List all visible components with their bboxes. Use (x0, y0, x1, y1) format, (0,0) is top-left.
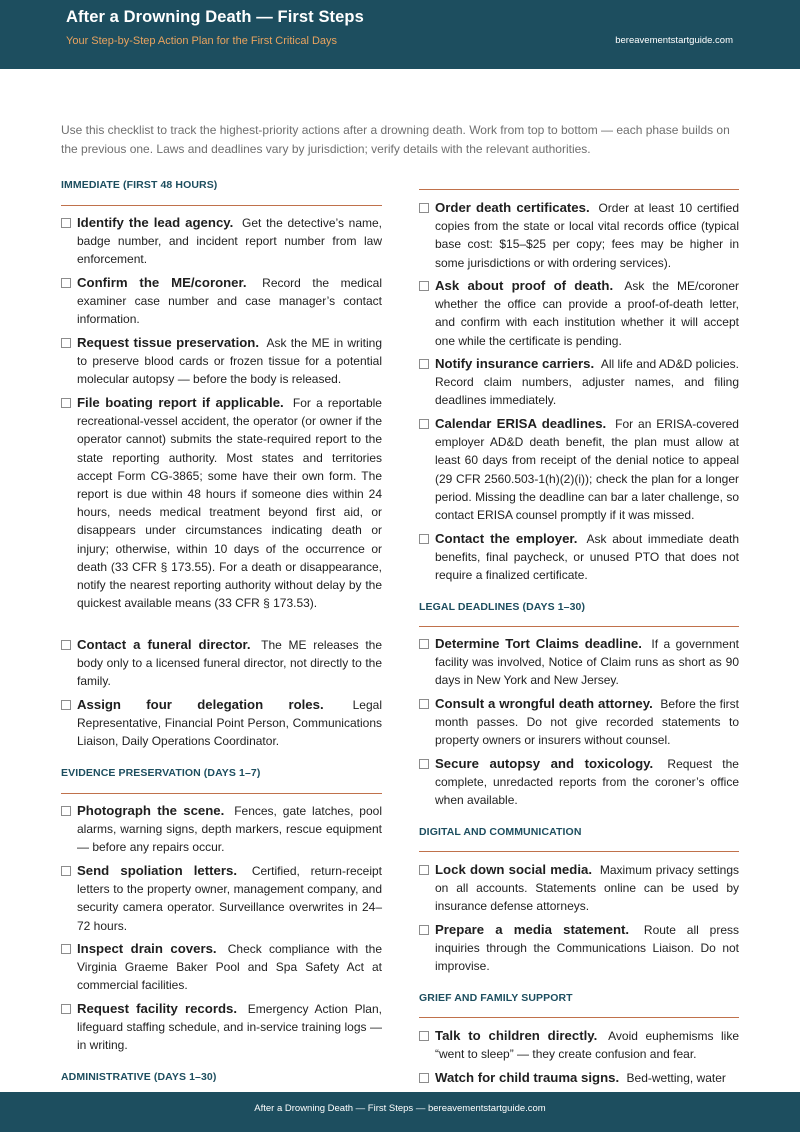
item-text: Ask about immediate death benefits, final paycheck, or unused PTO that does not require a finalized certificate. (435, 532, 739, 583)
checklist-item (61, 214, 382, 269)
checkbox[interactable] (61, 944, 71, 954)
item-title: Request tissue preservation. (77, 335, 260, 350)
item-text: Route all press inquiries through the Communications Liaison. Do not improvise. (435, 923, 739, 974)
item-title: Determine Tort Claims deadline. (435, 636, 642, 651)
section-divider (61, 793, 382, 794)
item-text: Request the complete, unredacted reports from the coroner’s office when available. (435, 757, 739, 808)
item-title: Consult a wrongful death attorney. (435, 696, 653, 711)
checklist-item (61, 394, 382, 612)
checklist-item (419, 530, 739, 585)
checklist-item (419, 755, 739, 810)
item-title: Photograph the scene. (77, 803, 225, 818)
item-text: Fences, gate latches, pool alarms, warning signs, depth markers, rescue equipment — before any repairs occur. (77, 804, 382, 855)
checklist-item (419, 199, 739, 272)
checkbox[interactable] (419, 925, 429, 935)
page-footer (0, 1092, 800, 1132)
item-text: If a government facility was involved, Notice of Claim runs as short as 90 days in New York and New Jersey. (435, 637, 739, 688)
item-title: Prepare a media statement. (435, 922, 630, 937)
checklist-item (419, 695, 739, 750)
checkbox[interactable] (61, 398, 71, 408)
checklist-item (419, 355, 739, 410)
site-url: bereavementstartguide.com (615, 35, 733, 46)
checkbox[interactable] (61, 218, 71, 228)
checklist-item (419, 277, 739, 350)
section-divider (419, 189, 739, 190)
item-text: Record the medical examiner case number and case manager’s contact information. (77, 276, 382, 327)
checkbox[interactable] (419, 865, 429, 875)
checklist-item (61, 636, 382, 691)
checkbox[interactable] (61, 278, 71, 288)
section-heading-grief: GRIEF AND FAMILY SUPPORT (419, 992, 573, 1004)
checkbox[interactable] (419, 639, 429, 649)
checklist-item (61, 334, 382, 389)
checklist-item (419, 921, 739, 976)
item-title: Lock down social media. (435, 862, 592, 877)
item-text: Bed-wetting, water (626, 1071, 726, 1085)
item-text: Avoid euphemisms like “went to sleep” — they create confusion and fear. (435, 1029, 739, 1062)
item-text: Get the detective’s name, badge number, and incident report number from law enforcement. (77, 216, 383, 267)
section-divider (419, 851, 739, 852)
item-title: Secure autopsy and toxicology. (435, 756, 654, 771)
item-text: Maximum privacy settings on all accounts. Statements online can be used by insurance defense attorneys. (435, 863, 739, 914)
intro-paragraph: Use this checklist to track the highest-priority actions after a drowning death. Work from top to bottom — each phase builds on the previous one. Laws and deadlines vary by jurisdiction; verify details with the relevant authorities. (61, 123, 730, 156)
item-text: All life and AD&D policies. Record claim numbers, adjuster names, and filing deadlines immediately. (435, 357, 739, 408)
checklist-item (61, 274, 382, 329)
checkbox[interactable] (61, 700, 71, 710)
item-title: Inspect drain covers. (77, 941, 217, 956)
checklist-item (419, 861, 739, 916)
section-heading-administrative: ADMINISTRATIVE (DAYS 1–30) (61, 1071, 217, 1083)
item-title: Calendar ERISA deadlines. (435, 416, 607, 431)
checklist-item (61, 940, 382, 995)
section-divider (419, 626, 739, 627)
item-title: Confirm the ME/coroner. (77, 275, 247, 290)
checkbox[interactable] (61, 806, 71, 816)
checkbox[interactable] (61, 640, 71, 650)
item-text: Legal Representative, Financial Point Person, Communications Liaison, Daily Operations Coordinator. (77, 698, 382, 749)
item-title: Contact the employer. (435, 531, 578, 546)
checklist-item (419, 1027, 739, 1063)
checklist-item (61, 862, 382, 935)
checkbox[interactable] (419, 359, 429, 369)
item-title: Talk to children directly. (435, 1028, 598, 1043)
item-text: Ask the ME in writing to preserve blood cards or frozen tissue for a potential molecular autopsy — before the body is released. (77, 336, 383, 387)
item-title: Identify the lead agency. (77, 215, 234, 230)
item-title: Send spoliation letters. (77, 863, 238, 878)
item-text: For a reportable recreational-vessel accident, the operator (or owner if the operator cannot) submits the state-required report to the state reporting authority. Most states and territories accept Form CG-3865; some have their own form. The report is due within 48 hours if someone dies within 24 hours, needs medical treatment beyond first aid, or disappears under circumstances indicating death or injury; otherwise, within 10 days of the occurrence or death (33 CFR § 173.55). For a death or disappearance, notify the nearest reporting authority without delay by the quickest available means (33 CFR § 173.53). (77, 396, 382, 611)
checkbox[interactable] (419, 419, 429, 429)
checklist-item (61, 696, 382, 751)
checkbox[interactable] (419, 534, 429, 544)
section-divider (419, 1017, 739, 1018)
checkbox[interactable] (419, 759, 429, 769)
item-title: Request facility records. (77, 1001, 238, 1016)
checklist-item (419, 415, 739, 524)
item-text: Emergency Action Plan, lifeguard staffing schedule, and in-service training logs — in writing. (77, 1002, 382, 1053)
checkbox[interactable] (419, 1073, 429, 1083)
item-title: Watch for child trauma signs. (435, 1070, 620, 1085)
checklist-item (61, 1000, 382, 1055)
item-text: The ME releases the body only to a licensed funeral director, not directly to the family. (77, 638, 382, 689)
checkbox[interactable] (419, 203, 429, 213)
section-heading-evidence: EVIDENCE PRESERVATION (DAYS 1–7) (61, 767, 261, 779)
checkbox[interactable] (61, 866, 71, 876)
item-text: For an ERISA-covered employer AD&D death benefit, the plan must allow at least 60 days from receipt of the denial notice to appeal (29 CFR 2560.503-1(h)(2)(i)); check the plan for a longer period. Missing the deadline can bar a later challenge, so contact ERISA counsel promptly if it was missed. (435, 417, 739, 523)
item-title: Notify insurance carriers. (435, 356, 595, 371)
item-text: Order at least 10 certified copies from the state or local vital records office (typical base cost: $15–$25 per copy; fees may be higher in some jurisdictions or with ordering services). (435, 201, 739, 270)
item-title: Contact a funeral director. (77, 637, 251, 652)
checkbox[interactable] (419, 699, 429, 709)
page-header (0, 0, 800, 69)
section-divider (61, 205, 382, 206)
item-title: Order death certificates. (435, 200, 590, 215)
item-title: Assign four delegation roles. (77, 697, 324, 712)
checkbox[interactable] (419, 1031, 429, 1041)
checklist-item (61, 802, 382, 857)
checkbox[interactable] (419, 281, 429, 291)
item-text: Before the first month passes. Do not give recorded statements to property owners or insurers without counsel. (435, 697, 739, 748)
section-heading-immediate: IMMEDIATE (FIRST 48 HOURS) (61, 179, 218, 191)
item-title: Ask about proof of death. (435, 278, 614, 293)
checklist-item (419, 635, 739, 690)
item-text: Check compliance with the Virginia Graeme Baker Pool and Spa Safety Act at commercial facilities. (77, 942, 382, 993)
item-text: Ask the ME/coroner whether the office can provide a proof-of-death letter, and confirm with each institution whether it will accept one while the certificate is pending. (435, 279, 740, 348)
section-heading-legal: LEGAL DEADLINES (DAYS 1–30) (419, 601, 586, 613)
page-subtitle: Your Step-by-Step Action Plan for the First Critical Days (66, 35, 338, 47)
page-title: After a Drowning Death — First Steps (66, 8, 364, 26)
section-heading-digital: DIGITAL AND COMMUNICATION (419, 826, 582, 838)
item-text: Certified, return-receipt letters to the property owner, management company, and security camera operator. Surveillance overwrites in 24–72 hours. (77, 864, 382, 933)
checkbox[interactable] (61, 338, 71, 348)
item-title: File boating report if applicable. (77, 395, 284, 410)
footer-text: After a Drowning Death — First Steps — bereavementstartguide.com (254, 1103, 546, 1114)
checklist-item (419, 1069, 739, 1087)
checkbox[interactable] (61, 1004, 71, 1014)
